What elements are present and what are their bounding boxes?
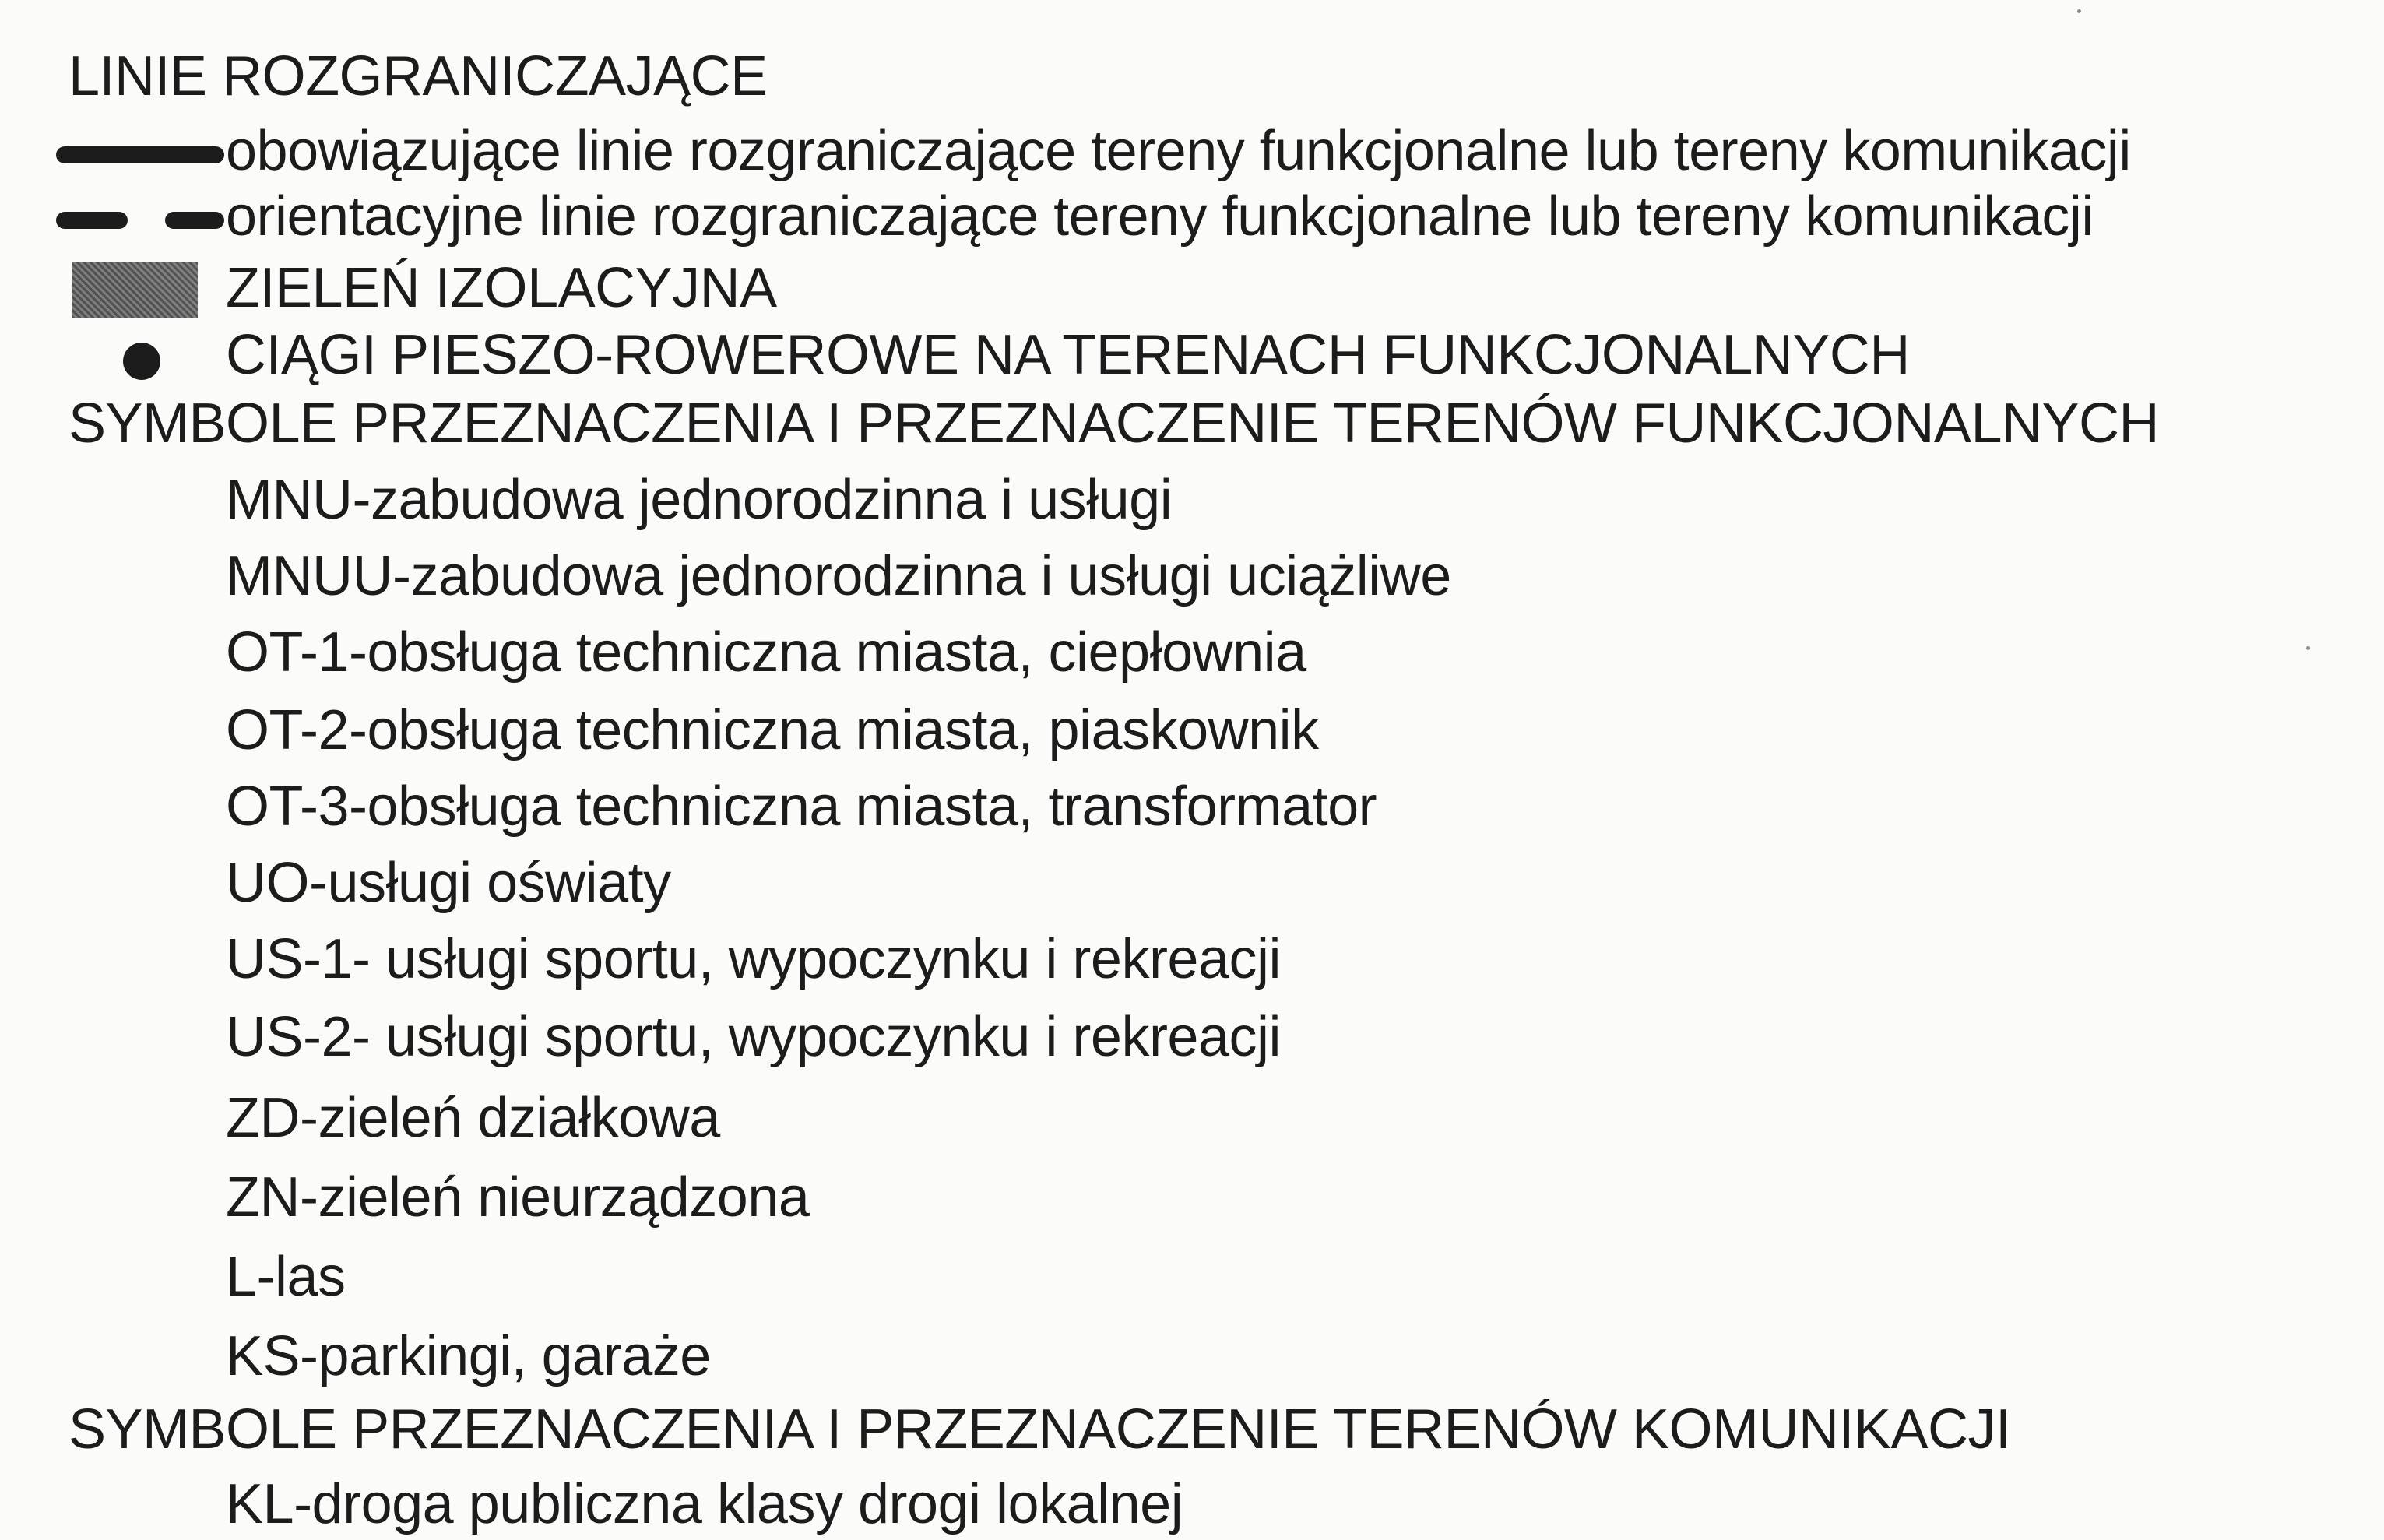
functional-item: L-las: [226, 1246, 346, 1308]
functional-item: US-2- usługi sportu, wypoczynku i rekreacji: [226, 1006, 1282, 1068]
functional-item: MNUU-zabudowa jednorodzinna i usługi uciążliwe: [226, 545, 1451, 607]
functional-item: UO-usługi oświaty: [226, 852, 671, 914]
legend-label-green-buffer: ZIELEŃ IZOLACYJNA: [226, 257, 777, 319]
functional-item: OT-3-obsługa techniczna miasta, transformator: [226, 775, 1377, 838]
communication-item: KL-droga publiczna klasy drogi lokalnej: [226, 1473, 1183, 1535]
legend-label-dashed-line: orientacyjne linie rozgraniczające tereny funkcjonalne lub tereny komunikacji: [226, 185, 2094, 248]
functional-item: OT-1-obsługa techniczna miasta, ciepłownia: [226, 621, 1306, 684]
dashed-line-segment-icon: [165, 212, 224, 229]
scan-speck: [2077, 9, 2081, 13]
functional-item: MNU-zabudowa jednorodzinna i usługi: [226, 469, 1173, 531]
section-title-functional: SYMBOLE PRZEZNACZENIA I PRZEZNACZENIE TERENÓW FUNKCJONALNYCH: [69, 392, 2160, 455]
legend-label-solid-line: obowiązujące linie rozgraniczające tereny funkcjonalne lub tereny komunikacji: [226, 120, 2131, 182]
section-title-lines: LINIE ROZGRANICZAJĄCE: [69, 45, 768, 107]
section-title-communication: SYMBOLE PRZEZNACZENIA I PRZEZNACZENIE TERENÓW KOMUNIKACJI: [69, 1398, 2011, 1461]
dot-symbol-icon: [123, 343, 160, 380]
functional-item: ZN-zieleń nieurządzona: [226, 1166, 810, 1229]
solid-line-symbol-icon: [56, 146, 224, 163]
hatched-pattern-icon: [72, 262, 198, 318]
functional-item: ZD-zieleń działkowa: [226, 1087, 720, 1149]
legend-label-paths: CIĄGI PIESZO-ROWEROWE NA TERENACH FUNKCJONALNYCH: [226, 324, 1910, 386]
functional-item: OT-2-obsługa techniczna miasta, piaskownik: [226, 699, 1319, 761]
dashed-line-symbol-icon: [56, 212, 128, 229]
functional-item: KS-parkingi, garaże: [226, 1325, 711, 1387]
functional-item: US-1- usługi sportu, wypoczynku i rekreacji: [226, 928, 1282, 990]
scan-speck: [2306, 646, 2310, 650]
